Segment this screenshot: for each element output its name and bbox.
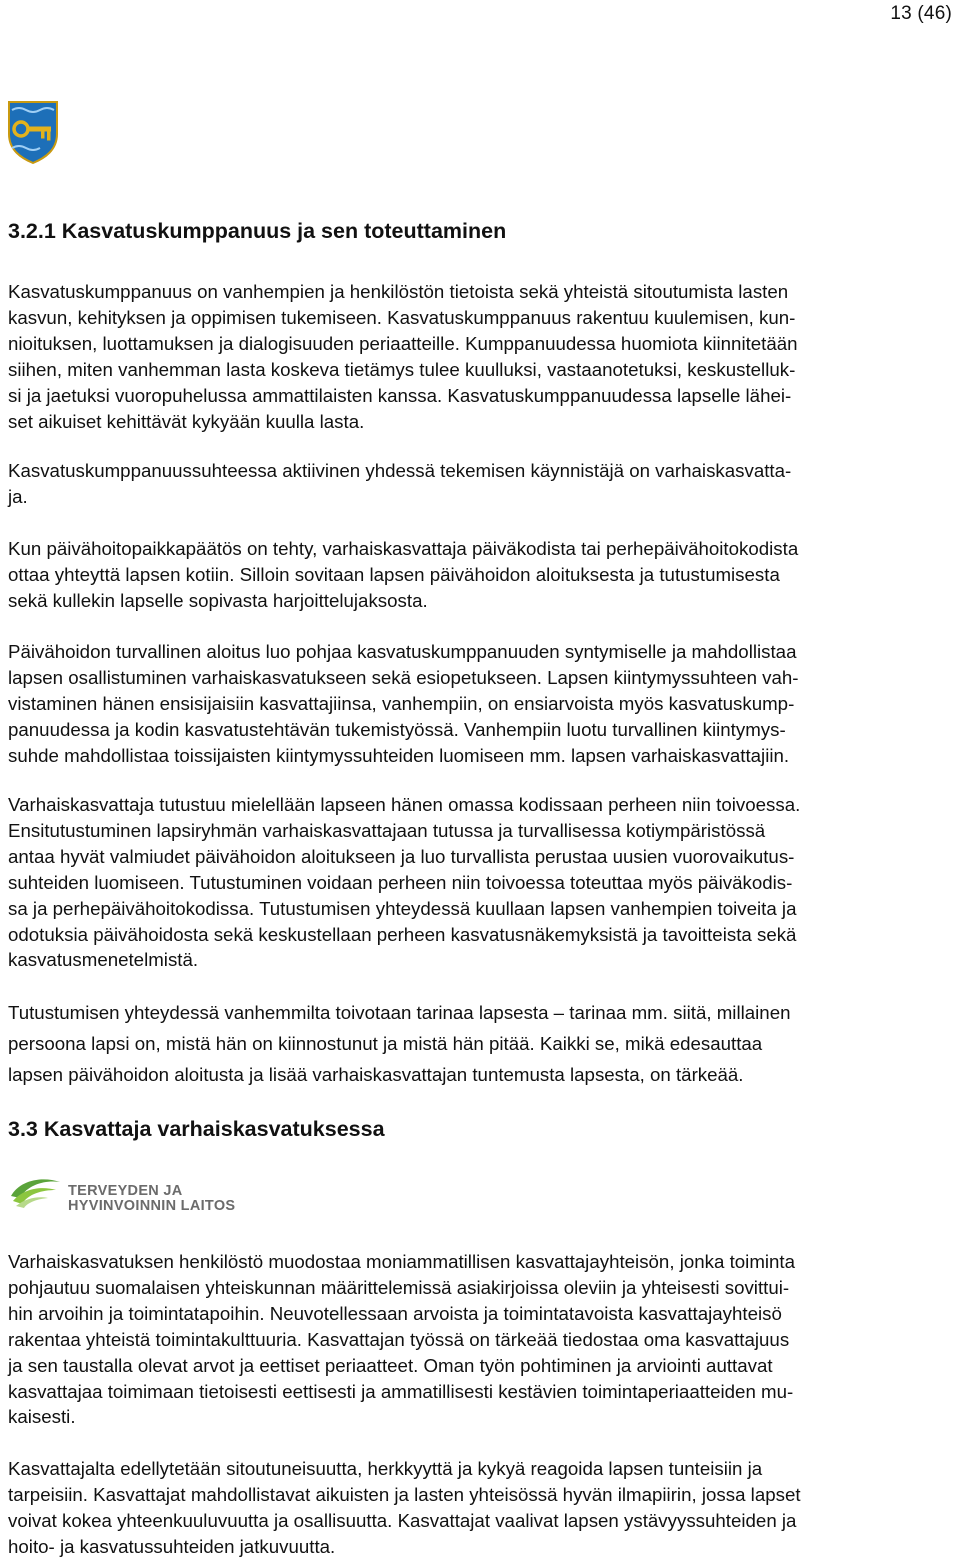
thl-logo-line: TERVEYDEN JA [68,1183,183,1199]
thl-swoosh-icon [8,1174,68,1218]
section-heading: 3.3 Kasvattaja varhaiskasvatuksessa [8,1117,385,1141]
paragraph: Varhaiskasvatuksen henkilöstö muodostaa moniammatillisen kasvattajayhteisön, jonka toiminta pohjautuu suomalaisen yhteiskunnan määrittelemissä asiakirjoissa oleviin ja yhteisesti sovittui- hin arvoihin ja toimintatapoihin. Neuvotellessaan arvoista ja toimintatavoista kasvattajayhteisö rakentaa yhteistä toimintakulttuuria. Kasvattajan työssä on tärkeää tiedostaa oma kasvattajuus ja sen taustalla olevat arvot ja eettiset periaatteet. Oman työn pohtiminen ja arviointi auttavat kasvattajaa toimimaan tietoisesti eettisesti ja ammatillisesti kestävien toimintaperiaatteiden mu- kaisesti. [8,1251,796,1428]
page-number: 13 (46) [890,3,952,24]
thl-logo-line: HYVINVOINNIN LAITOS [68,1198,236,1214]
paragraph: Kasvatuskumppanuussuhteessa aktiivinen yhdessä tekemisen käynnistäjä on varhaiskasvatta- ja. [8,460,792,507]
paragraph: Varhaiskasvattaja tutustuu mielellään lapseen hänen omassa kodissaan perheen niin toivoessa. Ensitutustuminen lapsiryhmän varhaiskasvattajaan tutussa ja turvallisessa kotiympäristössä antaa hyvät valmiudet päivähoidon aloitukseen ja luo turvallista perustaa uusien vuorovaikutus- suhteiden luomiseen. Tutustuminen voidaan perheen niin toivoessa toteuttaa myös päiväkodis- sa ja perhepäivähoitokodissa. Tutustumisen yhteydessä kuullaan lapsen vanhempien toiveita ja odotuksia päivähoidosta sekä keskustellaan perheen kasvatusnäkemyksistä ja tavoitteista sekä kasvatusmenetelmistä. [8,794,801,971]
section-heading: 3.2.1 Kasvatuskumppanuus ja sen toteuttaminen [8,219,507,243]
paragraph: Tutustumisen yhteydessä vanhemmilta toivotaan tarinaa lapsesta – tarinaa mm. siitä, millainen persoona lapsi on, mistä hän on kiinnostunut ja mistä hän pitää. Kaikki se, mikä edesauttaa lapsen päivähoidon aloitusta ja lisää varhaiskasvattajan tuntemusta lapsesta, on tärkeää. [8,1002,791,1086]
paragraph: Päivähoidon turvallinen aloitus luo pohjaa kasvatuskumppanuuden syntymiselle ja mahdollistaa lapsen osallistuminen varhaiskasvatukseen sekä esiopetukseen. Lapsen kiintymyssuhteen vah- vistaminen hänen ensisijaisiin kasvattajiinsa, vanhempiin, on ensiarvoista myös kasvatuskump- panuudessa ja kodin kasvatustehtävän tukemistyössä. Vanhempiin luotu turvallinen kiintymys- suhde mahdollistaa toissijaisten kiintymyssuhteiden luomiseen mm. lapsen varhaiskasvattajiin. [8,641,799,766]
paragraph: Kasvatuskumppanuus on vanhempien ja henkilöstön tietoista sekä yhteistä sitoutumista lasten kasvun, kehityksen ja oppimisen tukemiseen. Kasvatuskumppanuus rakentuu kuulemisen, kun- nioituksen, luottamuksen ja dialogisuuden periaatteille. Kumppanuudessa huomiota kiinnitetään siihen, miten vanhemman lasta koskeva tietämys tulee kuulluksi, vastaanotetuksi, keskustelluk- si ja jaetuksi vuoropuhelussa ammattilaisten kanssa. Kasvatuskumppanuudessa lapselle lähei- set aikuiset kehittävät kykyään kuulla lasta. [8,281,798,432]
thl-logo [8,1174,244,1218]
paragraph: Kun päivähoitopaikkapäätös on tehty, varhaiskasvattaja päiväkodista tai perhepäivähoitokodista ottaa yhteyttä lapsen kotiin. Silloin sovitaan lapsen päivähoidon aloituksesta ja tutustumisesta sekä kullekin lapselle sopivasta harjoittelujaksosta. [8,538,799,611]
coat-of-arms-key-icon [7,100,59,164]
paragraph: Kasvattajalta edellytetään sitoutuneisuutta, herkkyyttä ja kykyä reagoida lapsen tunteisiin ja tarpeisiin. Kasvattajat mahdollistavat aikuisten ja lasten yhteisössä hyvän ilmapiirin, jossa lapset voivat kokea yhteenkuuluvuutta ja osallisuutta. Kasvattajat vaalivat lapsen ystävyyssuhteiden ja hoito- ja kasvatussuhteiden jatkuvuutta. [8,1458,801,1557]
